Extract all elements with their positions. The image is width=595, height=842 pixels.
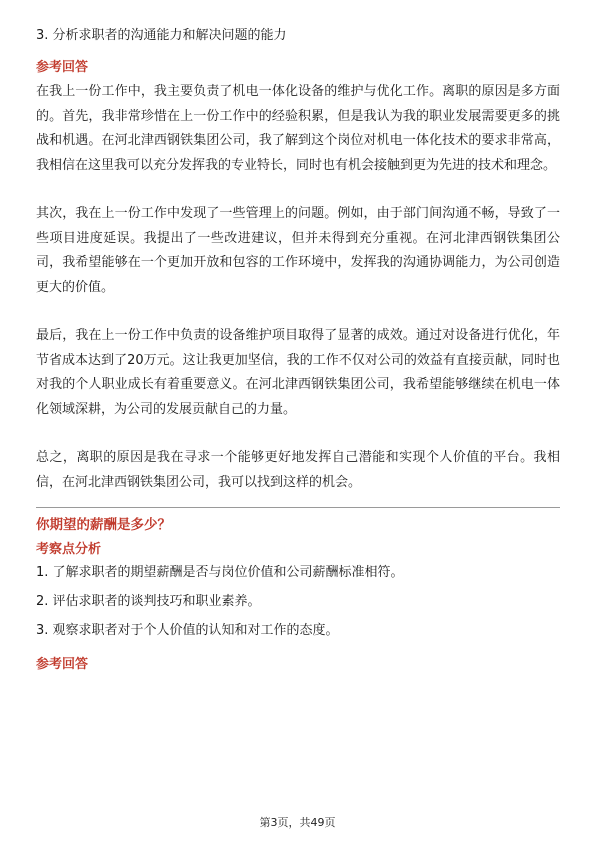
answer-paragraph-2: 其次，我在上一份工作中发现了一些管理上的问题。例如，由于部门间沟通不畅，导致了一些项目进度延误。我提出了一些改进建议，但并未得到充分重视。在河北津西钢铁集团公司，我希望能够在一个更加开放和包容的工作环境中，发挥我的沟通协调能力，为公司创造更大的价值。 — [36, 206, 560, 295]
analysis-label: 考察点分析 — [36, 542, 102, 557]
reference-answer-label-2: 参考回答 — [36, 657, 89, 672]
question-heading: 你期望的薪酬是多少？ — [36, 517, 171, 533]
analysis-item-1: 1. 了解求职者的期望薪酬是否与岗位价值和公司薪酬标准相符。 — [36, 565, 404, 580]
page-content — [36, 26, 560, 675]
answer-paragraph-3: 最后，我在上一份工作中负责的设备维护项目取得了显著的成效。通过对设备进行优化，年节省成本达到了20万元。这让我更加坚信，我的工作不仅对公司的效益有直接贡献，同时也对我的个人职业成长有着重要意义。在河北津西钢铁集团公司，我希望能够继续在机电一体化领域深耕，为公司的发展贡献自己的力量。 — [36, 328, 560, 417]
answer-paragraph-4: 总之，离职的原因是我在寻求一个能够更好地发挥自己潜能和实现个人价值的平台。我相信，在河北津西钢铁集团公司，我可以找到这样的机会。 — [36, 450, 560, 490]
reference-answer-label: 参考回答 — [36, 60, 89, 75]
page-footer: 第3页，共49页 — [259, 816, 336, 829]
analysis-item-3: 3. 观察求职者对于个人价值的认知和对工作的态度。 — [36, 623, 339, 638]
analysis-item-2: 2. 评估求职者的谈判技巧和职业素养。 — [36, 594, 261, 609]
section-divider — [36, 507, 560, 508]
analysis-item-3-prev: 3. 分析求职者的沟通能力和解决问题的能力 — [36, 28, 287, 43]
answer-paragraph-1: 在我上一份工作中，我主要负责了机电一体化设备的维护与优化工作。离职的原因是多方面的。首先，我非常珍惜在上一份工作中的经验积累，但是我认为我的职业发展需要更多的挑战和机遇。在河北津西钢铁集团公司，我了解到这个岗位对机电一体化技术的要求非常高，我相信在这里我可以充分发挥我的专业特长，同时也有机会接触到更为先进的技术和理念。 — [36, 84, 560, 173]
